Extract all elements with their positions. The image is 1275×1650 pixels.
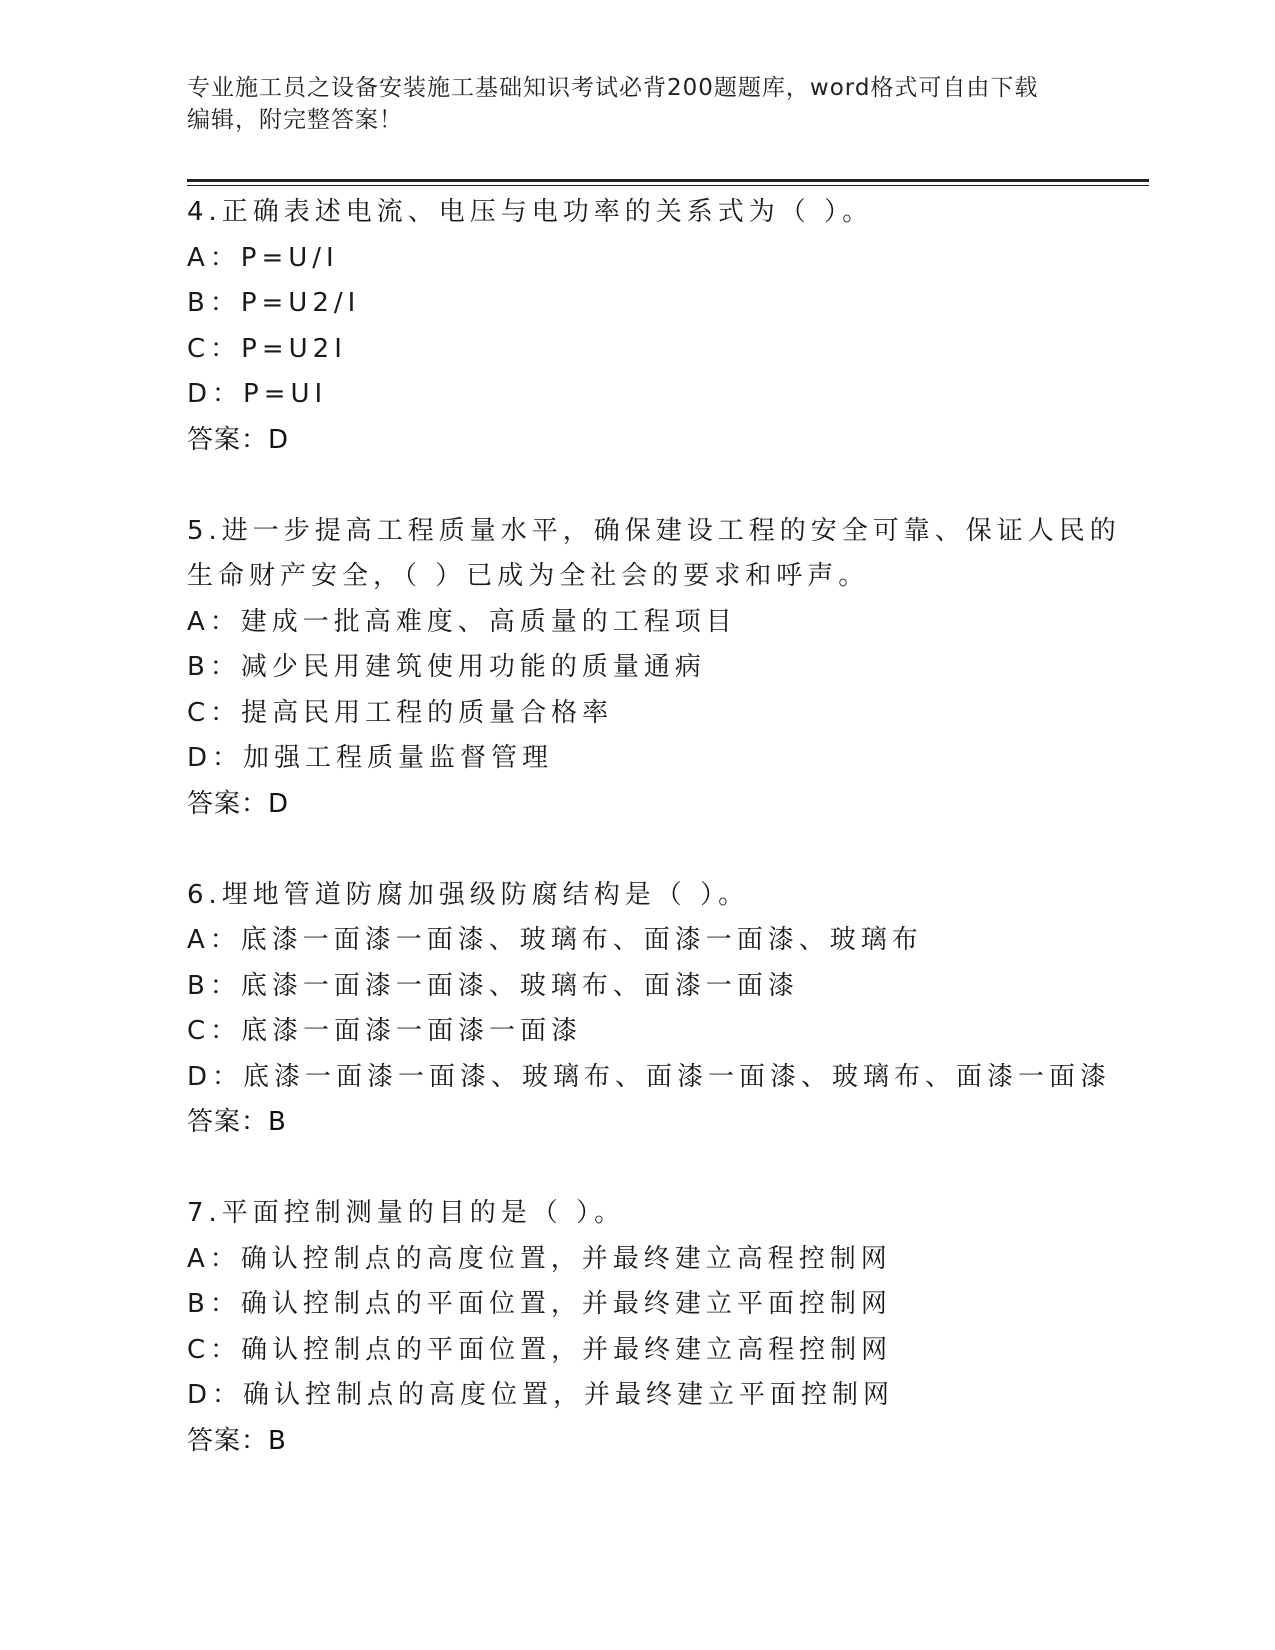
option-d: D：加强工程质量监督管理 bbox=[187, 743, 554, 773]
question-stem: 6.埋地管道防腐加强级防腐结构是（ ）。 bbox=[187, 879, 750, 910]
question-7 bbox=[187, 1191, 1127, 1464]
option-c: C：底漆一面漆一面漆一面漆 bbox=[187, 1016, 583, 1046]
question-stem-continued: 生命财产安全，（ ）已成为全社会的要求和呼声。 bbox=[187, 561, 870, 591]
option-d: D：P=UI bbox=[187, 379, 328, 409]
question-5 bbox=[187, 509, 1127, 828]
header-line-2: 编辑，附完整答案！ bbox=[187, 107, 403, 133]
header-rule-thin bbox=[187, 185, 1149, 186]
document-header bbox=[187, 72, 1067, 136]
header-line-1: 专业施工员之设备安装施工基础知识考试必背200题题库，word格式可自由下载 bbox=[187, 75, 1039, 101]
answer-line: 答案：B bbox=[187, 1107, 287, 1137]
option-b: B：减少民用建筑使用功能的质量通病 bbox=[187, 652, 706, 682]
answer-line: 答案：B bbox=[187, 1425, 287, 1456]
question-spacer bbox=[187, 1146, 1127, 1192]
option-a: A：底漆一面漆一面漆、玻璃布、面漆一面漆、玻璃布 bbox=[187, 925, 923, 955]
question-stem: 5.进一步提高工程质量水平，确保建设工程的安全可靠、保证人民的 bbox=[187, 515, 1121, 546]
question-4 bbox=[187, 190, 1127, 463]
option-b: B：底漆一面漆一面漆、玻璃布、面漆一面漆 bbox=[187, 970, 799, 1001]
answer-line: 答案：D bbox=[187, 424, 290, 455]
option-a: A：P=U/I bbox=[187, 242, 339, 273]
option-d: D：确认控制点的高度位置，并最终建立平面控制网 bbox=[187, 1380, 895, 1410]
header-rule-thick bbox=[187, 179, 1149, 182]
question-spacer bbox=[187, 463, 1127, 509]
question-stem: 7.平面控制测量的目的是（ ）。 bbox=[187, 1198, 626, 1228]
option-b: B：P=U2/I bbox=[187, 288, 361, 318]
option-d: D：底漆一面漆一面漆、玻璃布、面漆一面漆、玻璃布、面漆一面漆 bbox=[187, 1061, 1112, 1092]
option-b: B：确认控制点的平面位置，并最终建立平面控制网 bbox=[187, 1289, 892, 1319]
option-a: A：确认控制点的高度位置，并最终建立高程控制网 bbox=[187, 1243, 892, 1274]
question-spacer bbox=[187, 827, 1127, 873]
option-c: C：确认控制点的平面位置，并最终建立高程控制网 bbox=[187, 1334, 893, 1365]
option-a: A：建成一批高难度、高质量的工程项目 bbox=[187, 606, 737, 637]
answer-line: 答案：D bbox=[187, 788, 290, 819]
option-c: C：提高民用工程的质量合格率 bbox=[187, 697, 614, 728]
option-c: C：P=U2I bbox=[187, 333, 347, 364]
question-stem: 4.正确表述电流、电压与电功率的关系式为（ ）。 bbox=[187, 197, 874, 227]
question-list bbox=[187, 190, 1127, 1464]
question-6 bbox=[187, 873, 1127, 1146]
